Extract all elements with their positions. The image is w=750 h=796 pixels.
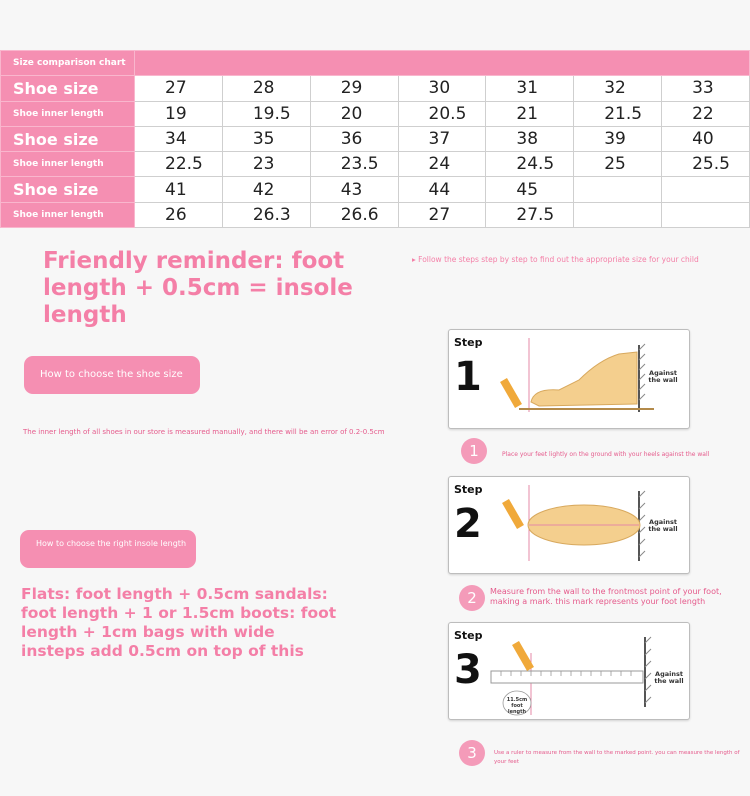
shoe-size-label: Shoe size [1, 177, 135, 202]
follow-steps-label: Follow the steps step by step to find out the appropriate size for your child [418, 255, 699, 264]
table-cell: 39 [574, 126, 662, 151]
inner-length-label: Shoe inner length [1, 202, 135, 227]
step-2-card [448, 476, 690, 574]
table-cell: 31 [486, 76, 574, 101]
step-2-circle: 2 [459, 585, 485, 611]
table-cell: 25.5 [662, 152, 750, 177]
table-title-bar [135, 51, 750, 76]
inner-length-label: Shoe inner length [1, 101, 135, 126]
table-cell: 22 [662, 101, 750, 126]
table-cell [662, 202, 750, 227]
table-cell: 45 [486, 177, 574, 202]
table-cell: 44 [398, 177, 486, 202]
table-cell: 24.5 [486, 152, 574, 177]
step-3-label: Step [454, 629, 483, 642]
table-cell [574, 177, 662, 202]
step-1-caption: Place your feet lightly on the ground with your heels against the wall [502, 451, 710, 458]
step-3-number: 3 [454, 647, 482, 693]
table-cell: 26.6 [310, 202, 398, 227]
table-cell: 23.5 [310, 152, 398, 177]
table-cell: 20 [310, 101, 398, 126]
table-cell: 19.5 [222, 101, 310, 126]
table-cell: 26.3 [222, 202, 310, 227]
friendly-reminder: Friendly reminder: foot length + 0.5cm = insole length [43, 248, 353, 328]
table-title: Size comparison chart [1, 51, 135, 76]
flats-guide-text: Flats: foot length + 0.5cm sandals: foot length + 1 or 1.5cm boots: foot length + 1cm bags with wide insteps add 0.5cm on top of this [21, 585, 337, 660]
table-cell [574, 202, 662, 227]
choose-shoe-size-button[interactable]: How to choose the shoe size [24, 356, 200, 394]
table-title-row [1, 51, 750, 76]
table-cell: 21 [486, 101, 574, 126]
table-cell: 28 [222, 76, 310, 101]
shoe-size-row [1, 177, 750, 202]
step-2-label: Step [454, 483, 483, 496]
follow-steps-text: ▸ Follow the steps step by step to find out the appropriate size for your child [412, 255, 699, 264]
step-1-circle: 1 [461, 438, 487, 464]
step-1-wall-label: Against the wall [648, 369, 678, 384]
table-cell: 35 [222, 126, 310, 151]
step-1-label: Step [454, 336, 483, 349]
measure-note: The inner length of all shoes in our store is measured manually, and there will be an error of 0.2-0.5cm [23, 428, 385, 436]
shoe-size-row [1, 126, 750, 151]
table-cell: 21.5 [574, 101, 662, 126]
inner-length-row [1, 152, 750, 177]
choose-insole-button[interactable]: How to choose the right insole length [20, 530, 196, 568]
step-3-card [448, 622, 690, 720]
size-chart-table [0, 50, 750, 228]
shoe-size-row [1, 76, 750, 101]
table-cell [662, 177, 750, 202]
table-cell: 41 [135, 177, 223, 202]
table-cell: 34 [135, 126, 223, 151]
step-2-caption: Measure from the wall to the frontmost point of your foot, making a mark. this mark represents your foot length [490, 587, 722, 606]
step-3-circle: 3 [459, 740, 485, 766]
step-2-wall-label: Against the wall [648, 518, 678, 533]
inner-length-label: Shoe inner length [1, 152, 135, 177]
table-cell: 43 [310, 177, 398, 202]
table-cell: 27 [135, 76, 223, 101]
inner-length-row [1, 101, 750, 126]
step-1-number: 1 [454, 354, 482, 400]
table-cell: 40 [662, 126, 750, 151]
step-3-bubble: 11.5cm foot length [506, 697, 528, 715]
table-cell: 42 [222, 177, 310, 202]
table-cell: 32 [574, 76, 662, 101]
table-cell: 30 [398, 76, 486, 101]
table-cell: 29 [310, 76, 398, 101]
table-cell: 22.5 [135, 152, 223, 177]
table-cell: 23 [222, 152, 310, 177]
table-cell: 20.5 [398, 101, 486, 126]
table-cell: 37 [398, 126, 486, 151]
shoe-size-label: Shoe size [1, 126, 135, 151]
step-3-wall-label: Against the wall [654, 670, 684, 685]
table-cell: 26 [135, 202, 223, 227]
table-cell: 19 [135, 101, 223, 126]
step-1-card [448, 329, 690, 429]
table-cell: 33 [662, 76, 750, 101]
table-cell: 24 [398, 152, 486, 177]
table-cell: 25 [574, 152, 662, 177]
shoe-size-label: Shoe size [1, 76, 135, 101]
table-cell: 36 [310, 126, 398, 151]
table-cell: 38 [486, 126, 574, 151]
step-2-number: 2 [454, 501, 482, 547]
step-3-caption: Use a ruler to measure from the wall to the marked point. you can measure the length of your feet [494, 750, 740, 765]
inner-length-row [1, 202, 750, 227]
table-cell: 27 [398, 202, 486, 227]
table-cell: 27.5 [486, 202, 574, 227]
